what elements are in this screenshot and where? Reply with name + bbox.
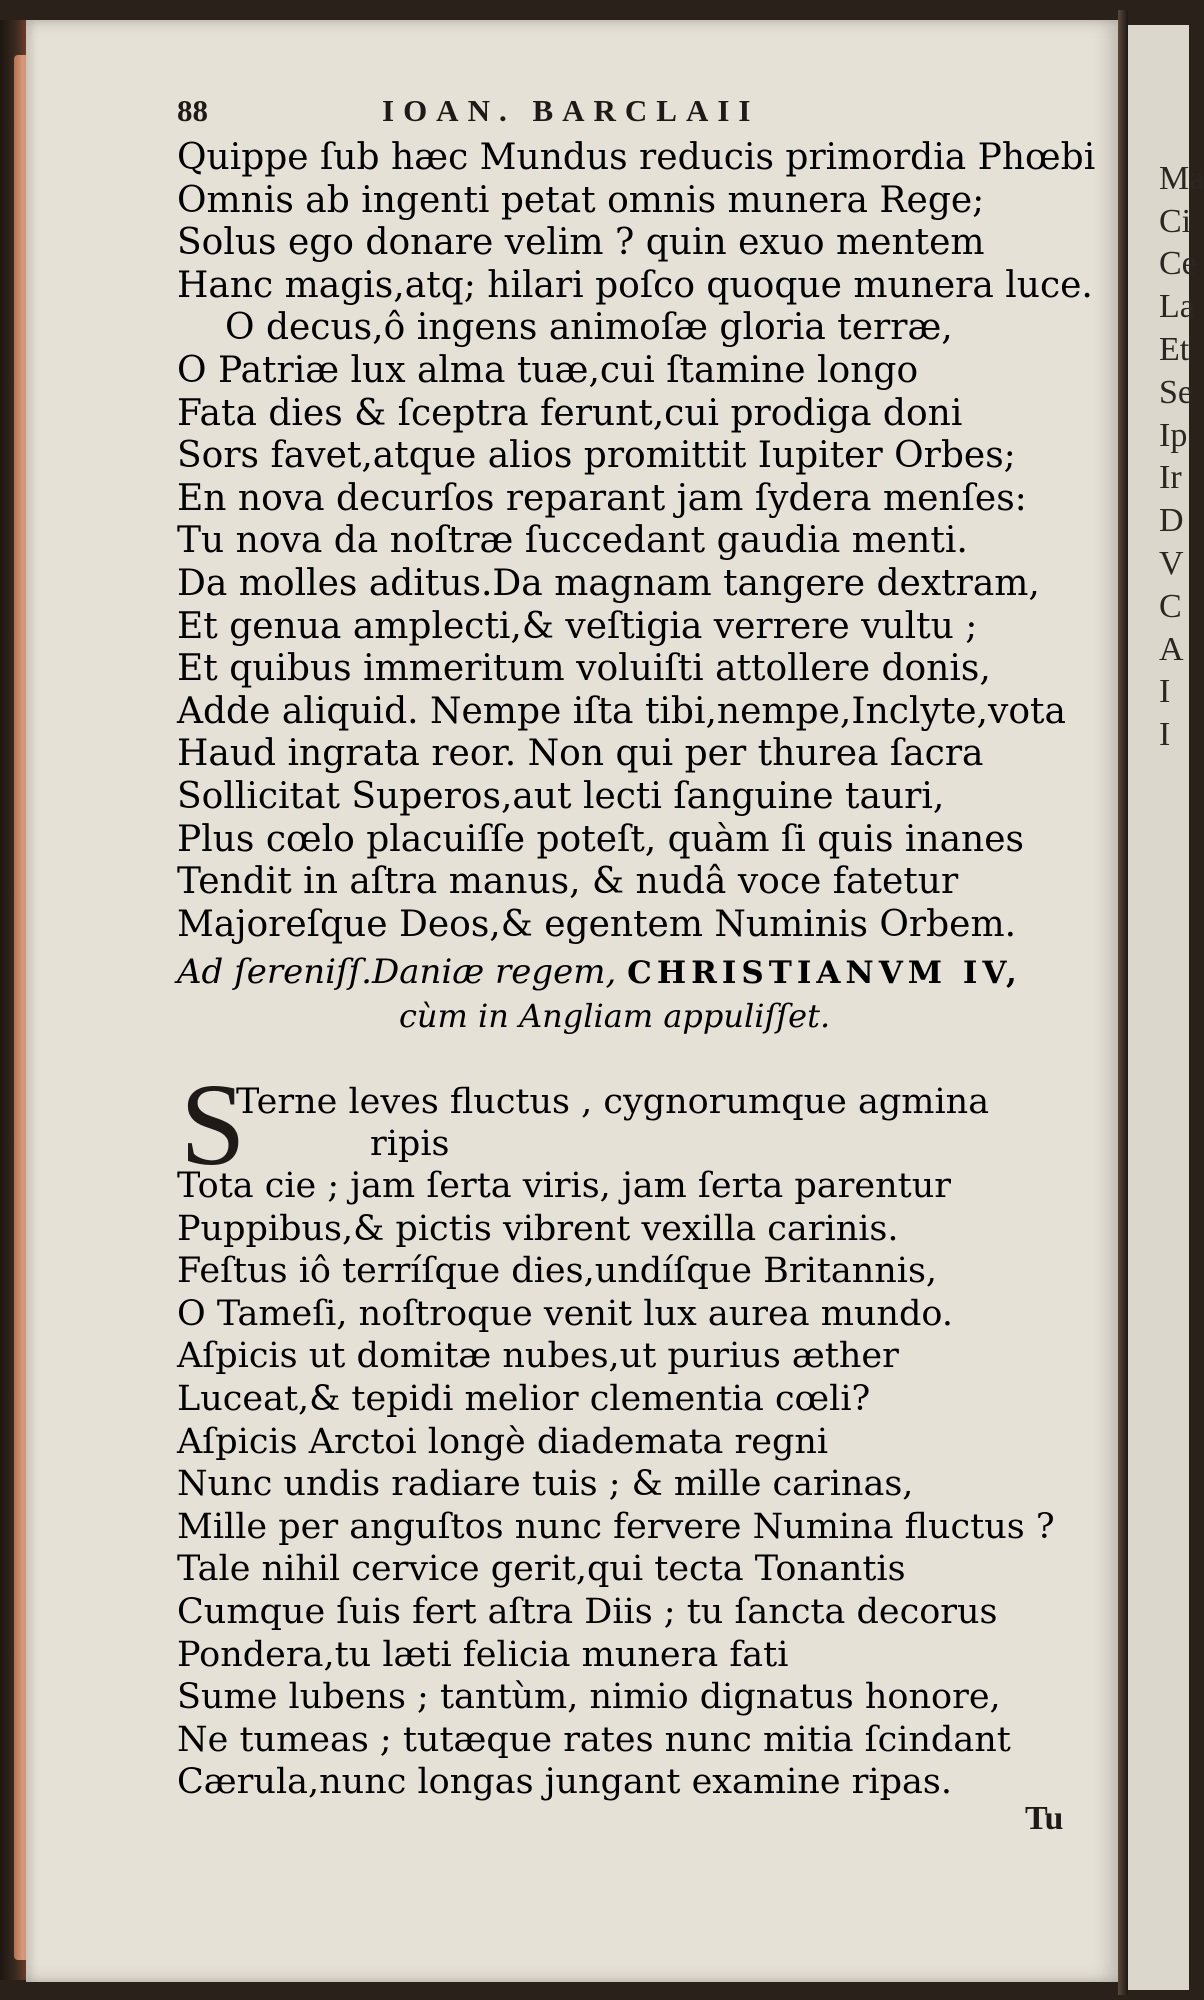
verse-line: Adde aliquid. Nempe iſta tibi,nempe,Inclyte,vota xyxy=(177,690,1066,732)
facing-line: Ip xyxy=(1159,417,1188,454)
facing-line: A xyxy=(1159,631,1184,668)
facing-line: D xyxy=(1159,502,1184,539)
verse-line: Tale nihil cervice gerit,qui tecta Tonantis xyxy=(177,1549,906,1590)
verse-line: Fata dies & ſceptra ferunt,cui prodiga doni xyxy=(177,392,963,434)
verse-line: Puppibus,& pictis vibrent vexilla carinis. xyxy=(177,1208,899,1249)
facing-line: I xyxy=(1159,716,1171,753)
title-line-2: cùm in Angliam appuliſſet. xyxy=(399,997,831,1035)
facing-line: V xyxy=(1159,545,1184,582)
verse-line: Da molles aditus.Da magnam tangere dextram, xyxy=(177,562,1040,604)
verse-line: Mille per anguſtos nunc fervere Numina fluctus ? xyxy=(177,1506,1055,1547)
verse-line: Aſpicis ut domitæ nubes,ut purius æther xyxy=(177,1336,899,1377)
verse-line: Et genua amplecti,& veſtigia verrere vultu ; xyxy=(177,605,978,647)
facing-line: Ci xyxy=(1159,203,1192,240)
running-title: IOAN. BARCLAII xyxy=(382,93,760,128)
verse-line: Feſtus iô terríſque dies,undíſque Britannis, xyxy=(177,1251,938,1292)
verse-line: Tu nova da noſtræ ſuccedant gaudia menti. xyxy=(177,520,968,562)
poem-2-title xyxy=(177,950,1107,1038)
book-gutter xyxy=(1118,10,1128,1995)
verse-line: Haud ingrata reor. Non qui per thurea ſacra xyxy=(177,733,984,775)
verse-line: Cumque ſuis fert aſtra Diis ; tu ſancta decorus xyxy=(177,1591,998,1632)
verse-line: En nova decurſos reparant jam ſydera menſes: xyxy=(177,477,1027,519)
verse-line: Luceat,& tepidi melior clementia cœli? xyxy=(177,1378,871,1419)
verse-line: Sollicitat Superos,aut lecti ſanguine tauri, xyxy=(177,775,945,817)
verse-line: O Patriæ lux alma tuæ,cui ſtamine longo xyxy=(177,349,919,391)
verse-line: Tota cie ; jam ſerta viris, jam ſerta parentur xyxy=(177,1166,951,1206)
poem-2-first-line xyxy=(236,1081,1106,1124)
verse-line: ripis xyxy=(370,1124,450,1164)
verse-line: Tendit in aſtra manus, & nudâ voce fatetur xyxy=(177,861,959,903)
verse-line: Ne tumeas ; tutæque rates nunc mitia ſcindant xyxy=(177,1719,1011,1760)
verse-line: Cærula,nunc longas jungant examine ripas. xyxy=(177,1762,952,1803)
verse-line: Pondera,tu læti felicia munera fati xyxy=(177,1634,789,1675)
facing-line: Ma xyxy=(1159,160,1204,197)
verse-line: Omnis ab ingenti petat omnis munera Rege; xyxy=(177,179,985,221)
title-dedication: Ad ſereniſſ.Daniæ regem, xyxy=(177,952,617,992)
verse-line: O decus,ô ingens animoſæ gloria terræ, xyxy=(225,307,953,349)
facing-line: Ce xyxy=(1159,245,1197,282)
verse-line: Majoreſque Deos,& egentem Numinis Orbem. xyxy=(177,903,1017,945)
drop-cap: S xyxy=(180,1059,246,1190)
facing-line: Se xyxy=(1159,374,1193,411)
catchword: Tu xyxy=(1025,1800,1064,1837)
poem-1 xyxy=(177,137,1107,946)
verse-line: Solus ego donare velim ? quin exuo mentem xyxy=(177,222,985,264)
poem-2 xyxy=(177,1165,1107,1804)
facing-line: Et xyxy=(1159,331,1190,368)
facing-line: Ir xyxy=(1159,459,1182,496)
title-line-1 xyxy=(177,950,1107,994)
verse-line: Sume lubens ; tantùm, nimio dignatus honore, xyxy=(177,1677,1001,1718)
running-header xyxy=(177,93,1077,133)
title-king-name: CHRISTIANVM IV, xyxy=(627,955,1022,991)
verse-line: Terne leves fluctus , cygnorumque agmina xyxy=(236,1082,990,1122)
verse-line: Et quibus immeritum voluiſti attollere donis, xyxy=(177,648,991,690)
poem-2-first-line-continuation xyxy=(370,1123,450,1166)
verse-line: Quippe ſub hæc Mundus reducis primordia Phœbi xyxy=(177,137,1096,178)
facing-line: I xyxy=(1159,673,1171,710)
verse-line: O Tameſi, noſtroque venit lux aurea mundo. xyxy=(177,1293,953,1334)
verse-line: Plus cœlo placuiſſe poteſt, quàm ſi quis inanes xyxy=(177,818,1025,860)
facing-line: C xyxy=(1159,588,1182,625)
verse-line: Hanc magis,atq; hilari poſco quoque munera luce. xyxy=(177,264,1093,306)
facing-page-fragment xyxy=(1128,25,1204,1990)
verse-line: Sors favet,atque alios promittit Iupiter Orbes; xyxy=(177,435,1016,477)
facing-line: La xyxy=(1159,288,1195,325)
page-number: 88 xyxy=(177,93,208,128)
verse-line: Aſpicis Arctoi longè diademata regni xyxy=(177,1421,829,1462)
verse-line: Nunc undis radiare tuis ; & mille carinas, xyxy=(177,1464,914,1505)
